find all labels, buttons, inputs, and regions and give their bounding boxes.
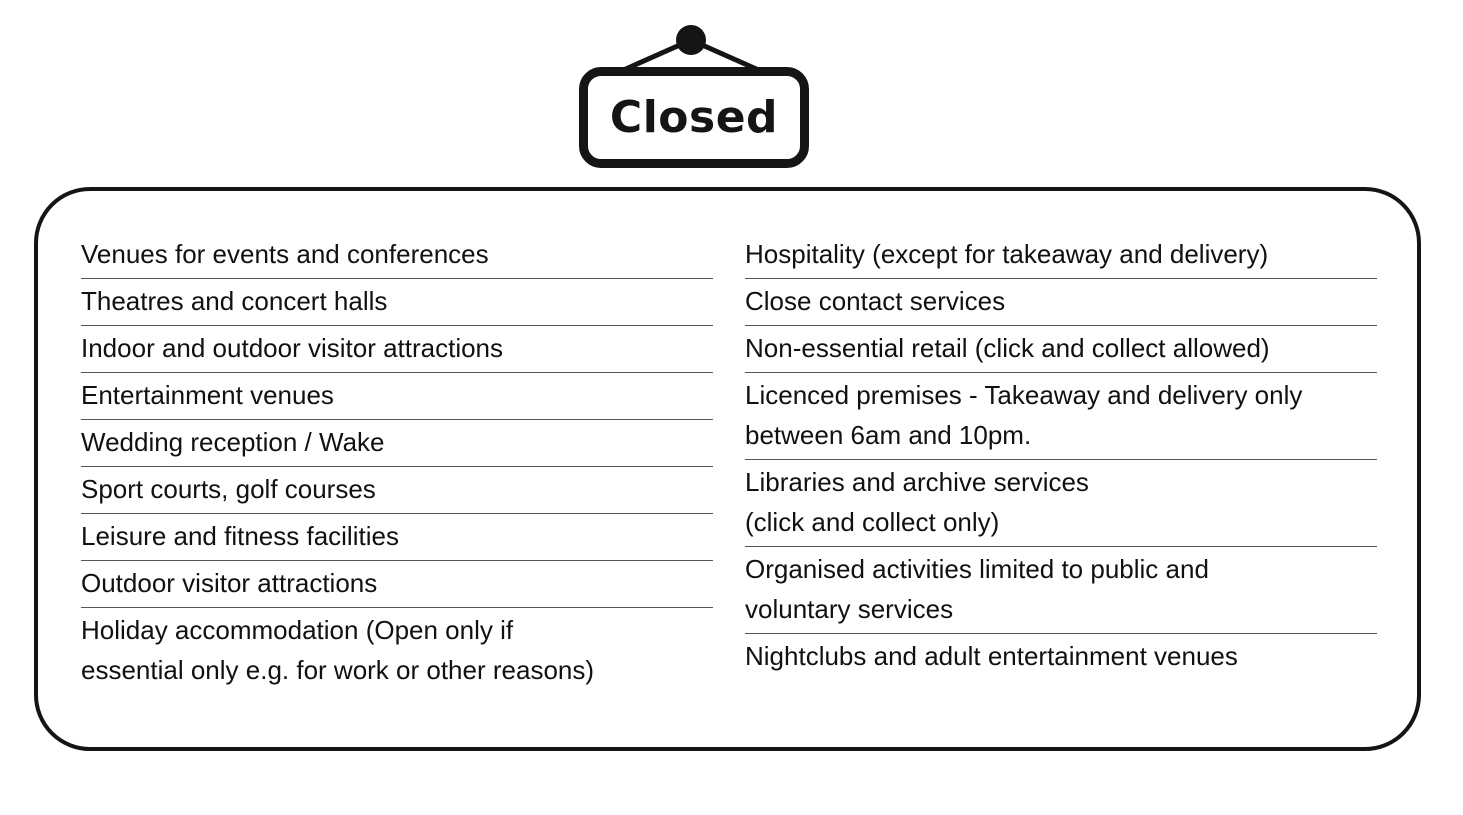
list-item-line: Close contact services (745, 286, 1006, 316)
list-item (745, 460, 1377, 547)
list-item (81, 420, 713, 467)
list-item-line: Non-essential retail (click and collect allowed) (745, 333, 1270, 363)
list-item (81, 279, 713, 326)
list-item-line: Nightclubs and adult entertainment venues (745, 641, 1238, 671)
list-item-line: Outdoor visitor attractions (81, 568, 378, 598)
list-item-line: Libraries and archive services (745, 467, 1089, 497)
list-item-line: between 6am and 10pm. (745, 420, 1032, 450)
list-item-line: Leisure and fitness facilities (81, 521, 399, 551)
right-column (745, 232, 1377, 680)
list-item (745, 634, 1377, 680)
list-item-line: Entertainment venues (81, 380, 334, 410)
list-item (81, 514, 713, 561)
closed-sign (575, 20, 807, 165)
list-item-line: Holiday accommodation (Open only if (81, 615, 514, 645)
sign-label: Closed (609, 92, 779, 143)
sign-board (579, 67, 809, 168)
list-item (745, 279, 1377, 326)
list-item (81, 373, 713, 420)
list-item-line: Theatres and concert halls (81, 286, 388, 316)
list-item-line: (click and collect only) (745, 507, 1000, 537)
list-item-line: Wedding reception / Wake (81, 427, 385, 457)
list-item-line: Licenced premises - Takeaway and delivery only (745, 380, 1303, 410)
list-item-line: Indoor and outdoor visitor attractions (81, 333, 504, 363)
list-item (745, 373, 1377, 460)
list-item (745, 547, 1377, 634)
left-column (81, 232, 713, 694)
list-item-line: Sport courts, golf courses (81, 474, 376, 504)
list-item (81, 326, 713, 373)
list-item-line: Organised activities limited to public and (745, 554, 1209, 584)
list-item (745, 232, 1377, 279)
list-item-line: essential only e.g. for work or other reasons) (81, 655, 595, 685)
list-item-line: voluntary services (745, 594, 954, 624)
list-item (81, 561, 713, 608)
list-item (81, 467, 713, 514)
list-item (81, 232, 713, 279)
list-item (745, 326, 1377, 373)
list-item-line: Hospitality (except for takeaway and delivery) (745, 239, 1269, 269)
list-item-line: Venues for events and conferences (81, 239, 489, 269)
list-item (81, 608, 713, 694)
